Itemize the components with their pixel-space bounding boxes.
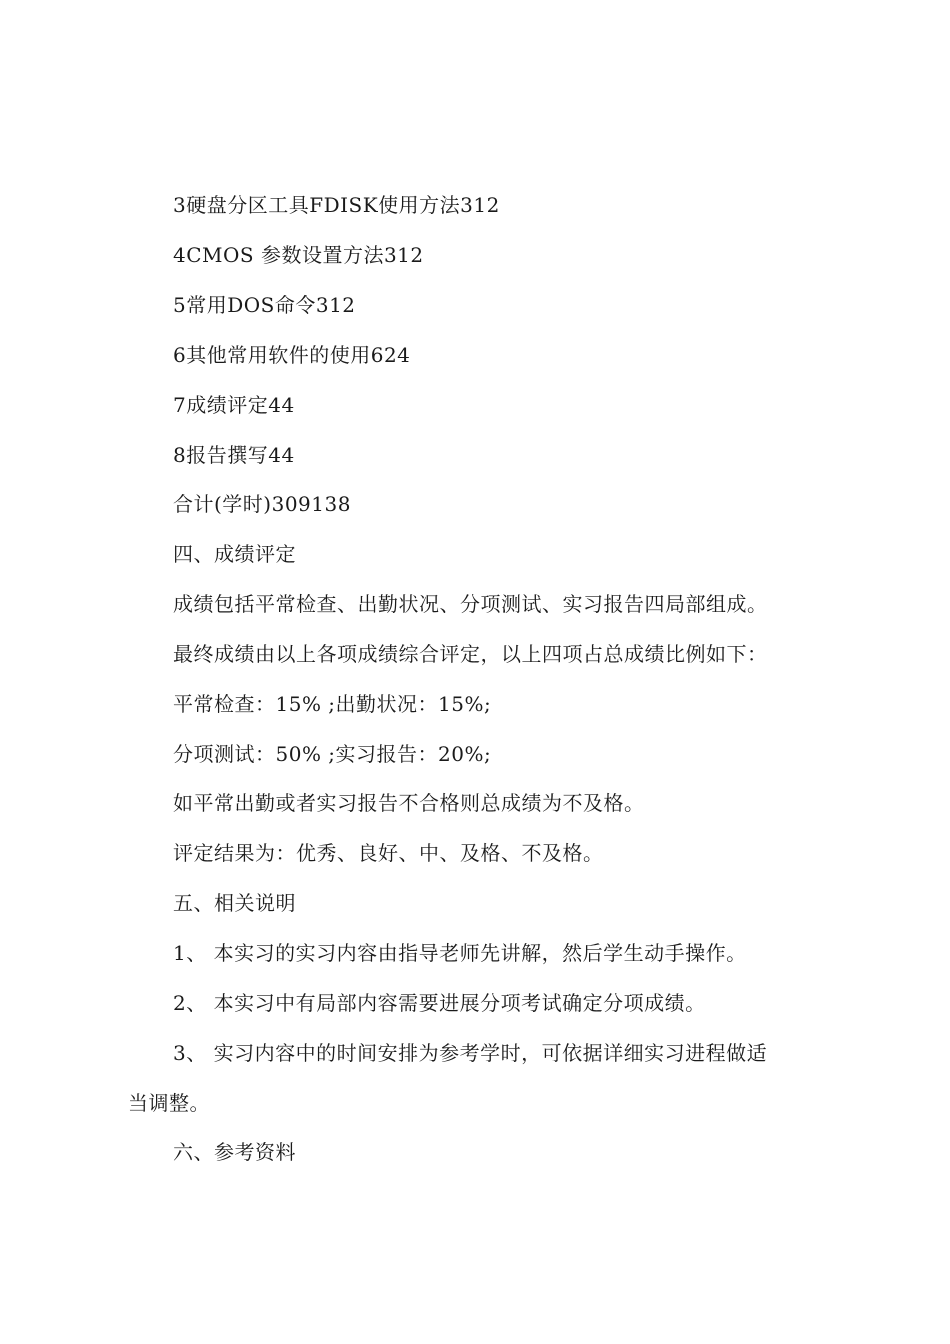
paragraph-ratio-check-attendance: 平常检查：15% ;出勤状况：15%; xyxy=(173,692,492,716)
paragraph-ratio-test-report: 分项测试：50% ;实习报告：20%; xyxy=(173,742,492,766)
note-item-1: 1、 本实习的实习内容由指导老师先讲解，然后学生动手操作。 xyxy=(173,941,747,965)
text-line-other-software: 6其他常用软件的使用624 xyxy=(173,343,411,367)
section-heading-grading: 四、成绩评定 xyxy=(173,542,296,566)
paragraph-result-levels: 评定结果为：优秀、良好、中、及格、不及格。 xyxy=(173,841,604,865)
note-item-3: 3、 实习内容中的时间安排为参考学时，可依据详细实习进程做适 xyxy=(173,1041,768,1065)
note-item-2: 2、 本实习中有局部内容需要进展分项考试确定分项成绩。 xyxy=(173,991,706,1015)
section-heading-notes: 五、相关说明 xyxy=(173,891,296,915)
paragraph-grade-ratio-intro: 最终成绩由以上各项成绩综合评定，以上四项占总成绩比例如下： xyxy=(173,642,768,666)
section-heading-references: 六、参考资料 xyxy=(173,1140,296,1164)
text-line-hard-disk-partition: 3硬盘分区工具FDISK使用方法312 xyxy=(173,193,500,217)
text-line-dos-commands: 5常用DOS命令312 xyxy=(173,293,356,317)
paragraph-fail-condition: 如平常出勤或者实习报告不合格则总成绩为不及格。 xyxy=(173,791,645,815)
text-line-report-writing: 8报告撰写44 xyxy=(173,443,295,467)
text-line-total-hours: 合计(学时)309138 xyxy=(173,492,351,516)
text-line-cmos-settings: 4CMOS 参数设置方法312 xyxy=(173,243,424,267)
note-item-3-continued: 当调整。 xyxy=(128,1091,210,1115)
text-line-grade-assessment: 7成绩评定44 xyxy=(173,393,295,417)
paragraph-grade-components: 成绩包括平常检查、出勤状况、分项测试、实习报告四局部组成。 xyxy=(173,592,768,616)
